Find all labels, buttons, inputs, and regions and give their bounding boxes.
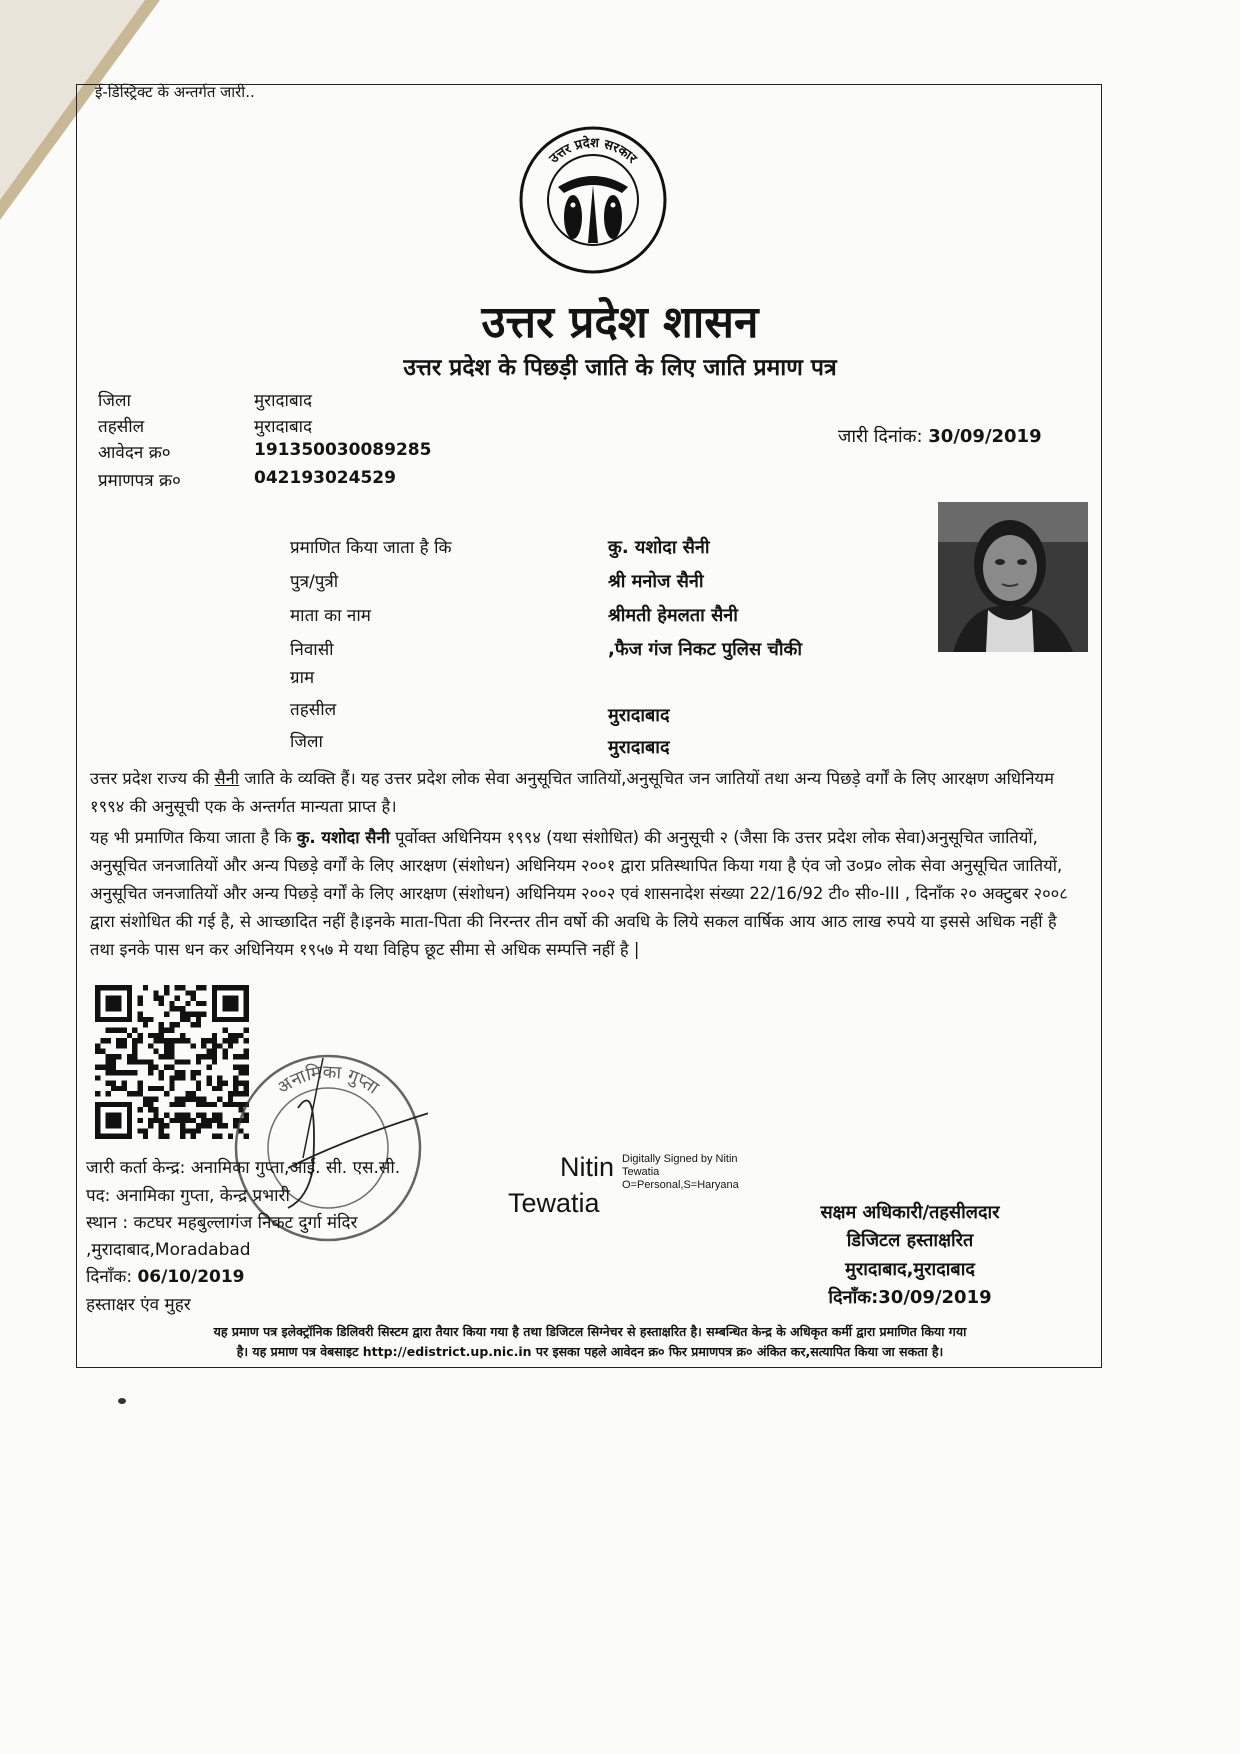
field-label-mother: माता का नाम [290,606,371,626]
issuer-date-value: 06/10/2019 [137,1267,245,1287]
field-value-mother: श्रीमती हेमलता सैनी [608,605,738,626]
tehsil-label: तहसील [98,417,145,437]
digital-signature-details [622,1153,739,1192]
district-label: जिला [98,391,131,411]
stamp-text: अनामिका गुप्ता [273,1061,383,1099]
issuer-post-label: पद: [86,1186,111,1206]
issuer-place-value: कटघर महबुल्लागंज निकट दुर्गा मंदिर [133,1213,358,1233]
digital-signer-first-name: Nitin [560,1152,615,1182]
certificate-number-label: प्रमाणपत्र क्र० [98,471,181,491]
footer-note-line1: यह प्रमाण पत्र इलेक्ट्रॉनिक डिलिवरी सिस्टम द्वारा तैयार किया गया है तथा डिजिटल सिग्नेचर से हस्ताक्षरित है। सम्बन्धित केन्द्र के अधिकृत कर्मी द्वारा प्रमाणित किया गया [213,1324,967,1339]
issue-date-label: जारी दिनांक: [838,426,923,447]
caste-statement-paragraph [90,765,1080,821]
issue-date [838,424,1042,448]
field-label-parent: पुत्र/पुत्री [290,572,339,592]
authority-date: दिनाँक:30/09/2019 [828,1287,992,1308]
para1-prefix: उत्तर प्रदेश राज्य की [90,769,215,788]
issuer-post [86,1183,290,1206]
digital-signed-by: Digitally Signed by Nitin [622,1153,738,1165]
para2-prefix: यह भी प्रमाणित किया जाता है कि [90,828,297,847]
eligibility-paragraph [90,824,1080,964]
svg-text:अनामिका गुप्ता [273,1061,383,1099]
field-label-district: जिला [290,732,323,752]
issuer-place-label: स्थान : [86,1213,129,1233]
signature-and-seal-label: हस्ताक्षर एंव मुहर [86,1295,191,1315]
field-value-tehsil: मुरादाबाद [608,705,670,726]
issuer-centre [86,1155,400,1178]
qr-code [94,985,250,1139]
field-label-resident: निवासी [290,640,334,660]
issuer-date [86,1264,245,1287]
issuer-place-city: ,मुरादाबाद,Moradabad [86,1240,251,1260]
certificate-subtitle: उत्तर प्रदेश के पिछड़ी जाति के लिए जाति प्रमाण पत्र [403,354,837,381]
certificate-number-value: 042193024529 [254,468,396,488]
field-value-father: श्री मनोज सैनी [608,571,704,592]
header-note: ई-डिस्ट्रिक्ट के अन्तर्गत जारी.. [95,83,255,101]
authority-title: सक्षम अधिकारी/तहसीलदार [820,1202,1000,1223]
authority-digital-signed: डिजिटल हस्ताक्षरित [846,1230,974,1251]
ink-mark [118,1398,126,1404]
field-label-certified: प्रमाणित किया जाता है कि [290,538,452,558]
footer-note-line2: है। यह प्रमाण पत्र वेबसाइट http://edistrict.up.nic.in पर इसका पहले आवेदन क्र० फिर प्रमाणपत्र क्र० अंकित कर,सत्यापित किया जा सकता है। [236,1344,944,1359]
para2-rest: पूर्वोक्त अधिनियम १९९४ (यथा संशोधित) की अनुसूची २ (जैसा कि उत्तर प्रदेश लोक सेवा)अनुसूचित जातियों, अनुसूचित जनजातियों और अन्य पिछड़े वर्गों के लिए आरक्षण (संशोधन) अधिनियम २००१ द्वारा प्रतिस्थापित किया गया है एंव जो उ०प्र० लोक सेवा अनुसूचित जातियों, अनुसूचित जनजातियों और अन्य पिछड़े वर्गों के लिए आरक्षण (संशोधन) अधिनियम २००२ एवं शासनादेश संख्या 22/16/92 टी० सी०-III , दिनाँक २० अक्टुबर २००८ द्वारा संशोधित की गई है, से आच्छादित नहीं है।इनके माता-पिता की निरन्तर तीन वर्षो की अवधि के लिये सकल वार्षिक आय आठ लाख रुपये या इससे अधिक नहीं है तथा इनके पास धन कर अधिनियम १९५७ मे यथा विहिप छूट सीमा से अधिक सम्पत्ति नहीं है | [90,828,1068,959]
field-value-resident: ,फैज गंज निकट पुलिस चौकी [608,639,803,660]
para2-name: कु. यशोदा सैनी [296,828,390,847]
issuer-centre-label: जारी कर्ता केन्द्र: [86,1158,186,1178]
application-number-value: 191350030089285 [254,440,432,460]
digital-signed-by-2: Tewatia [622,1166,660,1178]
district-value: मुरादाबाद [254,391,313,411]
field-value-district: मुरादाबाद [608,737,670,758]
tehsil-value: मुरादाबाद [254,417,313,437]
svg-text:उत्तर प्रदेश सरकार [546,135,640,167]
para1-rest: जाति के व्यक्ति हैं। यह उत्तर प्रदेश लोक सेवा अनुसूचित जातियों,अनुसूचित जन जातियों तथा अन्य पिछड़े वर्गों के लिए आरक्षण अधिनियम १९९४ की अनुसूची एक के अन्तर्गत मान्यता प्राप्त है। [90,769,1054,816]
authority-location: मुरादाबाद,मुरादाबाद [845,1259,975,1280]
issuer-place [86,1210,357,1233]
application-number-label: आवेदन क्र० [98,443,171,463]
digital-signature-org: O=Personal,S=Haryana [622,1179,739,1191]
caste-name: सैनी [214,769,240,788]
digital-signer-last-name: Tewatia [508,1188,600,1218]
issuer-date-label: दिनाँक: [86,1267,133,1287]
field-value-name: कु. यशोदा सैनी [608,537,710,558]
page-title: उत्तर प्रदेश शासन [481,297,759,348]
issue-date-value: 30/09/2019 [928,426,1042,447]
issuer-post-value: अनामिका गुप्ता, केन्द्र प्रभारी [115,1186,290,1206]
applicant-photo [938,502,1088,652]
field-label-village: ग्राम [290,668,315,688]
issuer-centre-value: अनामिका गुप्ता,आई. सी. एस.सी. [190,1158,401,1178]
emblem-ring-text: उत्तर प्रदेश सरकार [546,135,640,167]
field-label-tehsil: तहसील [290,700,337,720]
up-government-seal-icon [518,125,668,275]
